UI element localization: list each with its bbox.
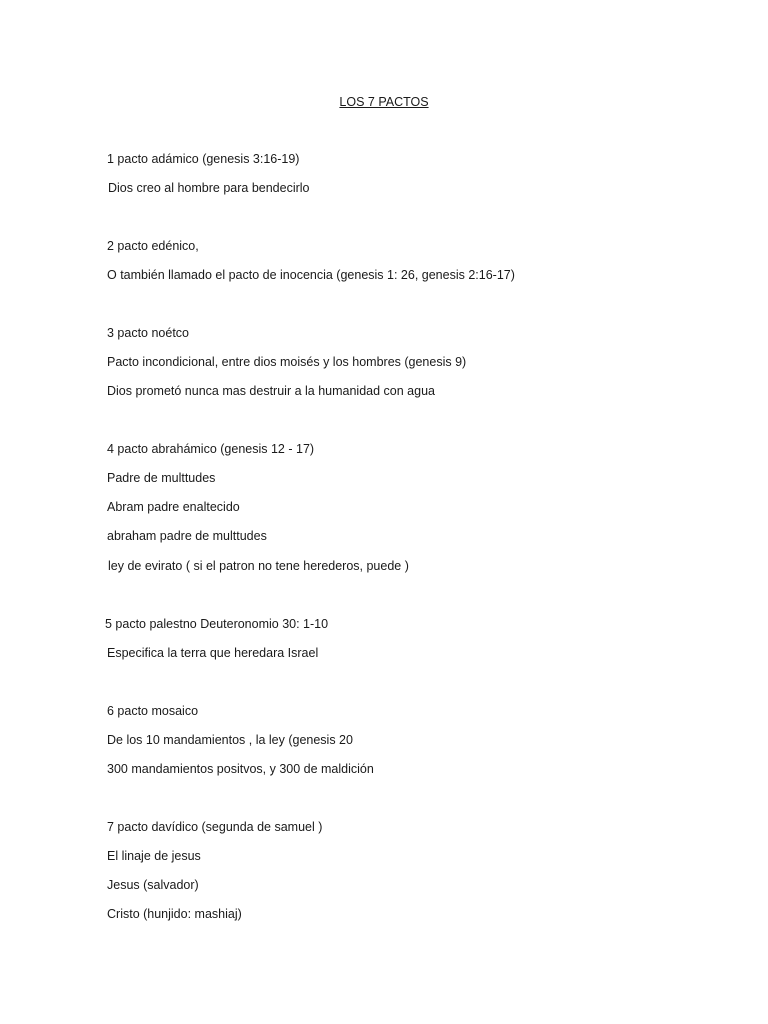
- pacto-2-heading: 2 pacto edénico,: [107, 239, 199, 253]
- pacto-6-heading: 6 pacto mosaico: [107, 704, 199, 718]
- document-title: LOS 7 PACTOS: [339, 95, 429, 109]
- pacto-1-note: Dios creo al hombre para bendecirlo: [108, 181, 310, 195]
- pacto-1-heading: 1 pacto adámico (genesis 3:16-19): [107, 152, 300, 166]
- pacto-5-note: Especifica la terra que heredara Israel: [107, 646, 319, 660]
- pacto-2-note: O también llamado el pacto de inocencia (genesis 1: 26, genesis 2:16-17): [107, 268, 515, 282]
- pacto-4-heading: 4 pacto abrahámico (genesis 12 - 17): [107, 442, 315, 456]
- pacto-4-note-1: Padre de multtudes: [107, 471, 216, 485]
- pacto-7-heading: 7 pacto davídico (segunda de samuel ): [107, 820, 323, 834]
- pacto-7-note-2: Jesus (salvador): [107, 878, 199, 892]
- pacto-7-note-3: Cristo (hunjido: mashiaj): [107, 907, 242, 921]
- pacto-5-heading: 5 pacto palestno Deuteronomio 30: 1-10: [105, 617, 329, 631]
- pacto-4-note-3: abraham padre de multtudes: [107, 529, 267, 543]
- pacto-4-note-2: Abram padre enaltecido: [107, 500, 240, 514]
- pacto-3-note-2: Dios prometó nunca mas destruir a la humanidad con agua: [107, 384, 435, 398]
- pacto-6-note-1: De los 10 mandamientos , la ley (genesis 20: [107, 733, 353, 747]
- pacto-6-note-2: 300 mandamientos positvos, y 300 de maldición: [107, 762, 374, 776]
- pacto-3-heading: 3 pacto noétco: [107, 326, 190, 340]
- pacto-4-note-4: ley de evirato ( si el patron no tene herederos, puede ): [108, 559, 409, 573]
- pacto-3-note-1: Pacto incondicional, entre dios moisés y los hombres (genesis 9): [107, 355, 467, 369]
- pacto-7-note-1: El linaje de jesus: [107, 849, 201, 863]
